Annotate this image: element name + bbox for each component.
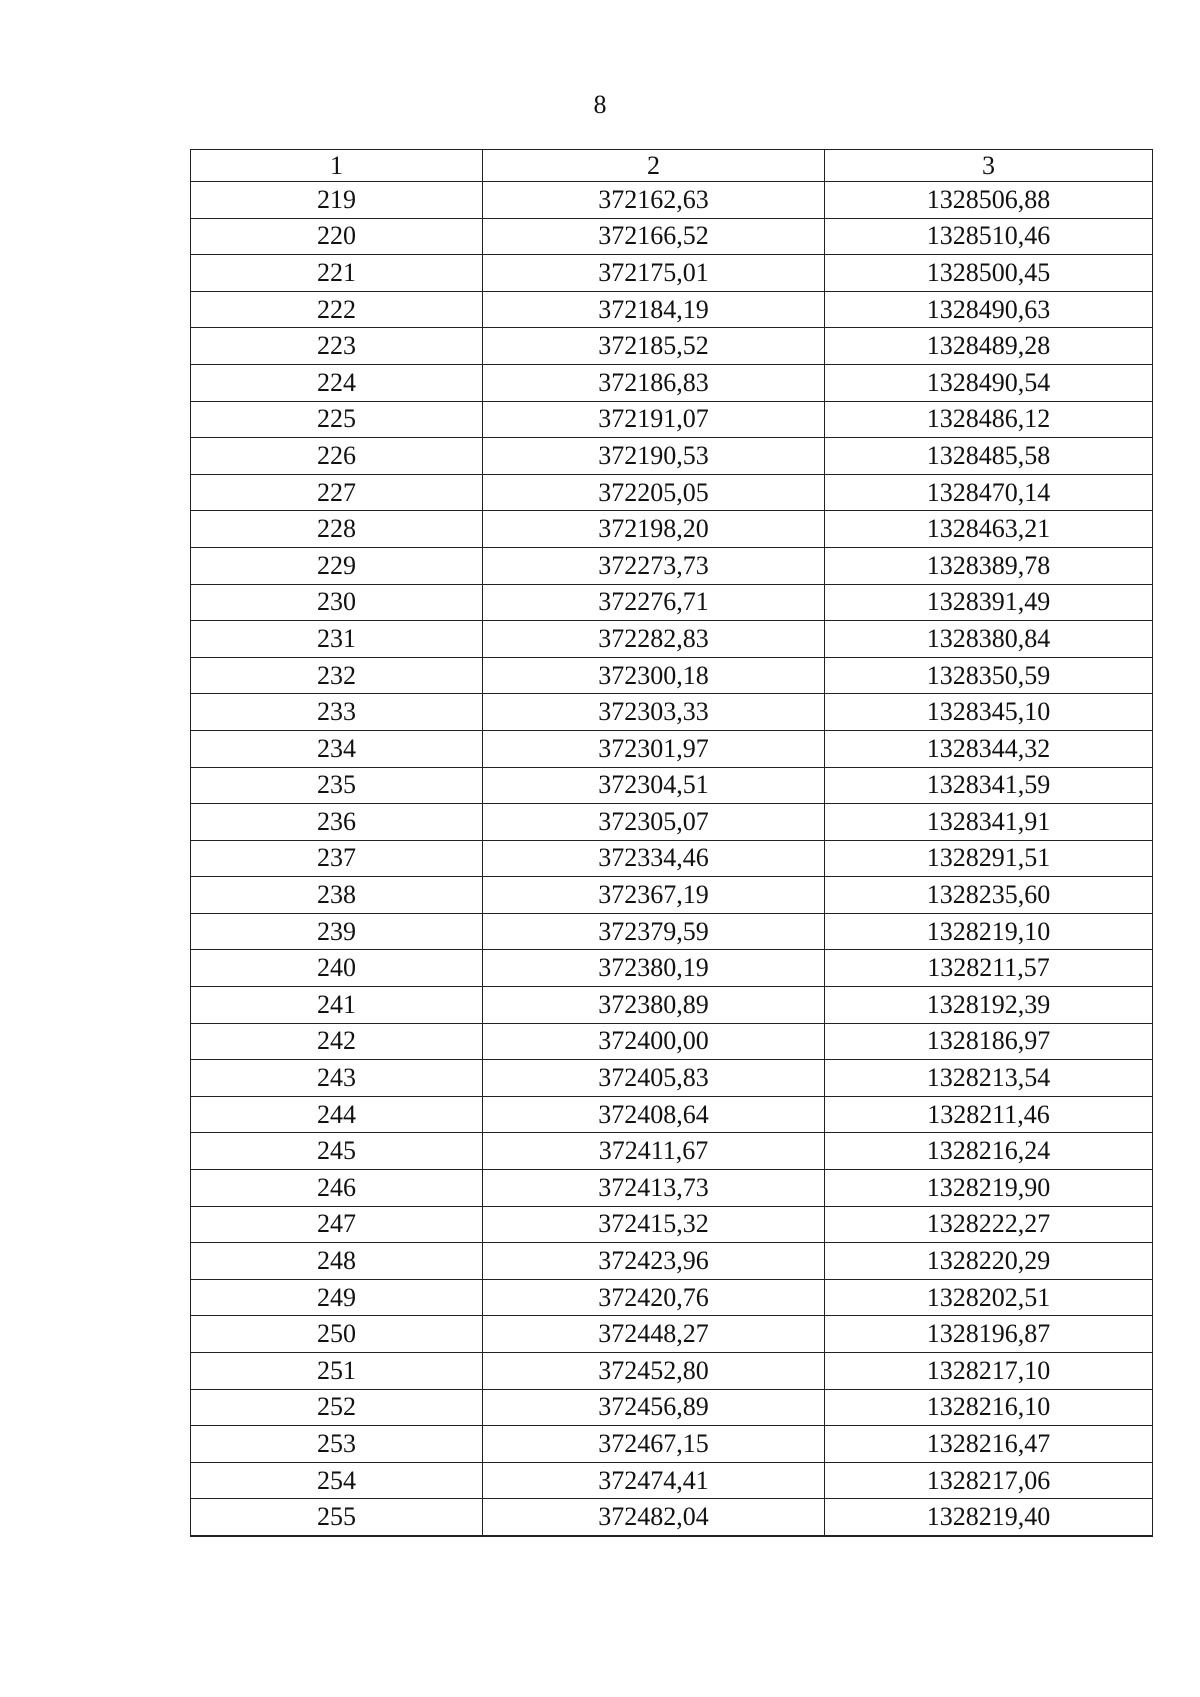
table-row bbox=[191, 877, 1153, 914]
point-number-cell: 240 bbox=[191, 950, 483, 987]
y-coordinate-cell: 1328380,84 bbox=[825, 621, 1153, 658]
y-coordinate-cell: 1328485,58 bbox=[825, 438, 1153, 475]
point-number-cell: 232 bbox=[191, 657, 483, 694]
x-coordinate-cell: 372405,83 bbox=[483, 1060, 825, 1097]
point-number-cell: 226 bbox=[191, 438, 483, 475]
table-row bbox=[191, 401, 1153, 438]
x-coordinate-cell: 372452,80 bbox=[483, 1353, 825, 1390]
point-number-cell: 238 bbox=[191, 877, 483, 914]
y-coordinate-cell: 1328470,14 bbox=[825, 474, 1153, 511]
point-number-cell: 237 bbox=[191, 840, 483, 877]
table-row bbox=[191, 255, 1153, 292]
table-row bbox=[191, 767, 1153, 804]
table-row bbox=[191, 474, 1153, 511]
y-coordinate-cell: 1328350,59 bbox=[825, 657, 1153, 694]
x-coordinate-cell: 372304,51 bbox=[483, 767, 825, 804]
point-number-cell: 230 bbox=[191, 584, 483, 621]
y-coordinate-cell: 1328235,60 bbox=[825, 877, 1153, 914]
x-coordinate-cell: 372273,73 bbox=[483, 547, 825, 584]
y-coordinate-cell: 1328222,27 bbox=[825, 1206, 1153, 1243]
x-coordinate-cell: 372191,07 bbox=[483, 401, 825, 438]
table-row bbox=[191, 987, 1153, 1024]
x-coordinate-cell: 372413,73 bbox=[483, 1170, 825, 1207]
point-number-cell: 231 bbox=[191, 621, 483, 658]
table-row bbox=[191, 1096, 1153, 1133]
table-row bbox=[191, 584, 1153, 621]
table-row bbox=[191, 840, 1153, 877]
x-coordinate-cell: 372380,89 bbox=[483, 987, 825, 1024]
table-row bbox=[191, 1316, 1153, 1353]
x-coordinate-cell: 372282,83 bbox=[483, 621, 825, 658]
point-number-cell: 223 bbox=[191, 328, 483, 365]
y-coordinate-cell: 1328213,54 bbox=[825, 1060, 1153, 1097]
x-coordinate-cell: 372456,89 bbox=[483, 1389, 825, 1426]
y-coordinate-cell: 1328345,10 bbox=[825, 694, 1153, 731]
y-coordinate-cell: 1328186,97 bbox=[825, 1023, 1153, 1060]
table-row bbox=[191, 1426, 1153, 1463]
point-number-cell: 224 bbox=[191, 364, 483, 401]
y-coordinate-cell: 1328510,46 bbox=[825, 218, 1153, 255]
x-coordinate-cell: 372300,18 bbox=[483, 657, 825, 694]
point-number-cell: 241 bbox=[191, 987, 483, 1024]
column-header-1: 1 bbox=[191, 150, 483, 182]
x-coordinate-cell: 372162,63 bbox=[483, 182, 825, 219]
point-number-cell: 251 bbox=[191, 1353, 483, 1390]
point-number-cell: 249 bbox=[191, 1279, 483, 1316]
y-coordinate-cell: 1328490,63 bbox=[825, 291, 1153, 328]
table-row bbox=[191, 694, 1153, 731]
x-coordinate-cell: 372400,00 bbox=[483, 1023, 825, 1060]
x-coordinate-cell: 372423,96 bbox=[483, 1243, 825, 1280]
y-coordinate-cell: 1328219,40 bbox=[825, 1499, 1153, 1536]
point-number-cell: 252 bbox=[191, 1389, 483, 1426]
table-row bbox=[191, 1353, 1153, 1390]
point-number-cell: 225 bbox=[191, 401, 483, 438]
y-coordinate-cell: 1328202,51 bbox=[825, 1279, 1153, 1316]
point-number-cell: 247 bbox=[191, 1206, 483, 1243]
point-number-cell: 236 bbox=[191, 804, 483, 841]
y-coordinate-cell: 1328211,57 bbox=[825, 950, 1153, 987]
point-number-cell: 245 bbox=[191, 1133, 483, 1170]
x-coordinate-cell: 372411,67 bbox=[483, 1133, 825, 1170]
x-coordinate-cell: 372198,20 bbox=[483, 511, 825, 548]
x-coordinate-cell: 372205,05 bbox=[483, 474, 825, 511]
point-number-cell: 219 bbox=[191, 182, 483, 219]
y-coordinate-cell: 1328217,10 bbox=[825, 1353, 1153, 1390]
table-row bbox=[191, 1389, 1153, 1426]
point-number-cell: 220 bbox=[191, 218, 483, 255]
point-number-cell: 239 bbox=[191, 913, 483, 950]
x-coordinate-cell: 372420,76 bbox=[483, 1279, 825, 1316]
table-row bbox=[191, 1243, 1153, 1280]
table-body bbox=[191, 182, 1153, 1536]
column-header-2: 2 bbox=[483, 150, 825, 182]
x-coordinate-cell: 372379,59 bbox=[483, 913, 825, 950]
y-coordinate-cell: 1328341,59 bbox=[825, 767, 1153, 804]
y-coordinate-cell: 1328391,49 bbox=[825, 584, 1153, 621]
point-number-cell: 235 bbox=[191, 767, 483, 804]
x-coordinate-cell: 372367,19 bbox=[483, 877, 825, 914]
y-coordinate-cell: 1328490,54 bbox=[825, 364, 1153, 401]
y-coordinate-cell: 1328463,21 bbox=[825, 511, 1153, 548]
x-coordinate-cell: 372448,27 bbox=[483, 1316, 825, 1353]
x-coordinate-cell: 372482,04 bbox=[483, 1499, 825, 1536]
x-coordinate-cell: 372415,32 bbox=[483, 1206, 825, 1243]
x-coordinate-cell: 372276,71 bbox=[483, 584, 825, 621]
point-number-cell: 243 bbox=[191, 1060, 483, 1097]
point-number-cell: 242 bbox=[191, 1023, 483, 1060]
point-number-cell: 255 bbox=[191, 1499, 483, 1536]
table-row bbox=[191, 804, 1153, 841]
x-coordinate-cell: 372301,97 bbox=[483, 730, 825, 767]
table-row bbox=[191, 950, 1153, 987]
y-coordinate-cell: 1328217,06 bbox=[825, 1462, 1153, 1499]
y-coordinate-cell: 1328219,90 bbox=[825, 1170, 1153, 1207]
table-row bbox=[191, 913, 1153, 950]
point-number-cell: 246 bbox=[191, 1170, 483, 1207]
point-number-cell: 253 bbox=[191, 1426, 483, 1463]
x-coordinate-cell: 372305,07 bbox=[483, 804, 825, 841]
table-row bbox=[191, 511, 1153, 548]
x-coordinate-cell: 372190,53 bbox=[483, 438, 825, 475]
point-number-cell: 254 bbox=[191, 1462, 483, 1499]
x-coordinate-cell: 372184,19 bbox=[483, 291, 825, 328]
table-row bbox=[191, 730, 1153, 767]
table-row bbox=[191, 547, 1153, 584]
x-coordinate-cell: 372175,01 bbox=[483, 255, 825, 292]
table-row bbox=[191, 328, 1153, 365]
point-number-cell: 250 bbox=[191, 1316, 483, 1353]
point-number-cell: 229 bbox=[191, 547, 483, 584]
table-row bbox=[191, 182, 1153, 219]
y-coordinate-cell: 1328389,78 bbox=[825, 547, 1153, 584]
table-row bbox=[191, 218, 1153, 255]
y-coordinate-cell: 1328344,32 bbox=[825, 730, 1153, 767]
table-row bbox=[191, 621, 1153, 658]
y-coordinate-cell: 1328216,24 bbox=[825, 1133, 1153, 1170]
point-number-cell: 228 bbox=[191, 511, 483, 548]
y-coordinate-cell: 1328192,39 bbox=[825, 987, 1153, 1024]
table-row bbox=[191, 1023, 1153, 1060]
x-coordinate-cell: 372408,64 bbox=[483, 1096, 825, 1133]
y-coordinate-cell: 1328341,91 bbox=[825, 804, 1153, 841]
y-coordinate-cell: 1328219,10 bbox=[825, 913, 1153, 950]
x-coordinate-cell: 372166,52 bbox=[483, 218, 825, 255]
y-coordinate-cell: 1328486,12 bbox=[825, 401, 1153, 438]
y-coordinate-cell: 1328489,28 bbox=[825, 328, 1153, 365]
point-number-cell: 233 bbox=[191, 694, 483, 731]
table-row bbox=[191, 364, 1153, 401]
point-number-cell: 244 bbox=[191, 1096, 483, 1133]
column-header-3: 3 bbox=[825, 150, 1153, 182]
table-row bbox=[191, 438, 1153, 475]
y-coordinate-cell: 1328220,29 bbox=[825, 1243, 1153, 1280]
y-coordinate-cell: 1328506,88 bbox=[825, 182, 1153, 219]
table-row bbox=[191, 1133, 1153, 1170]
x-coordinate-cell: 372467,15 bbox=[483, 1426, 825, 1463]
x-coordinate-cell: 372186,83 bbox=[483, 364, 825, 401]
x-coordinate-cell: 372334,46 bbox=[483, 840, 825, 877]
point-number-cell: 222 bbox=[191, 291, 483, 328]
table-row bbox=[191, 1279, 1153, 1316]
point-number-cell: 221 bbox=[191, 255, 483, 292]
point-number-cell: 248 bbox=[191, 1243, 483, 1280]
coordinates-table bbox=[190, 149, 1153, 1537]
y-coordinate-cell: 1328211,46 bbox=[825, 1096, 1153, 1133]
y-coordinate-cell: 1328216,47 bbox=[825, 1426, 1153, 1463]
x-coordinate-cell: 372185,52 bbox=[483, 328, 825, 365]
table-row bbox=[191, 1499, 1153, 1536]
x-coordinate-cell: 372380,19 bbox=[483, 950, 825, 987]
table-header-row bbox=[191, 150, 1153, 182]
point-number-cell: 227 bbox=[191, 474, 483, 511]
table-row bbox=[191, 291, 1153, 328]
x-coordinate-cell: 372474,41 bbox=[483, 1462, 825, 1499]
table-row bbox=[191, 1206, 1153, 1243]
y-coordinate-cell: 1328216,10 bbox=[825, 1389, 1153, 1426]
table-row bbox=[191, 1170, 1153, 1207]
table-row bbox=[191, 1462, 1153, 1499]
page-number: 8 bbox=[593, 90, 607, 119]
point-number-cell: 234 bbox=[191, 730, 483, 767]
y-coordinate-cell: 1328196,87 bbox=[825, 1316, 1153, 1353]
table-row bbox=[191, 657, 1153, 694]
table-row bbox=[191, 1060, 1153, 1097]
y-coordinate-cell: 1328500,45 bbox=[825, 255, 1153, 292]
x-coordinate-cell: 372303,33 bbox=[483, 694, 825, 731]
y-coordinate-cell: 1328291,51 bbox=[825, 840, 1153, 877]
